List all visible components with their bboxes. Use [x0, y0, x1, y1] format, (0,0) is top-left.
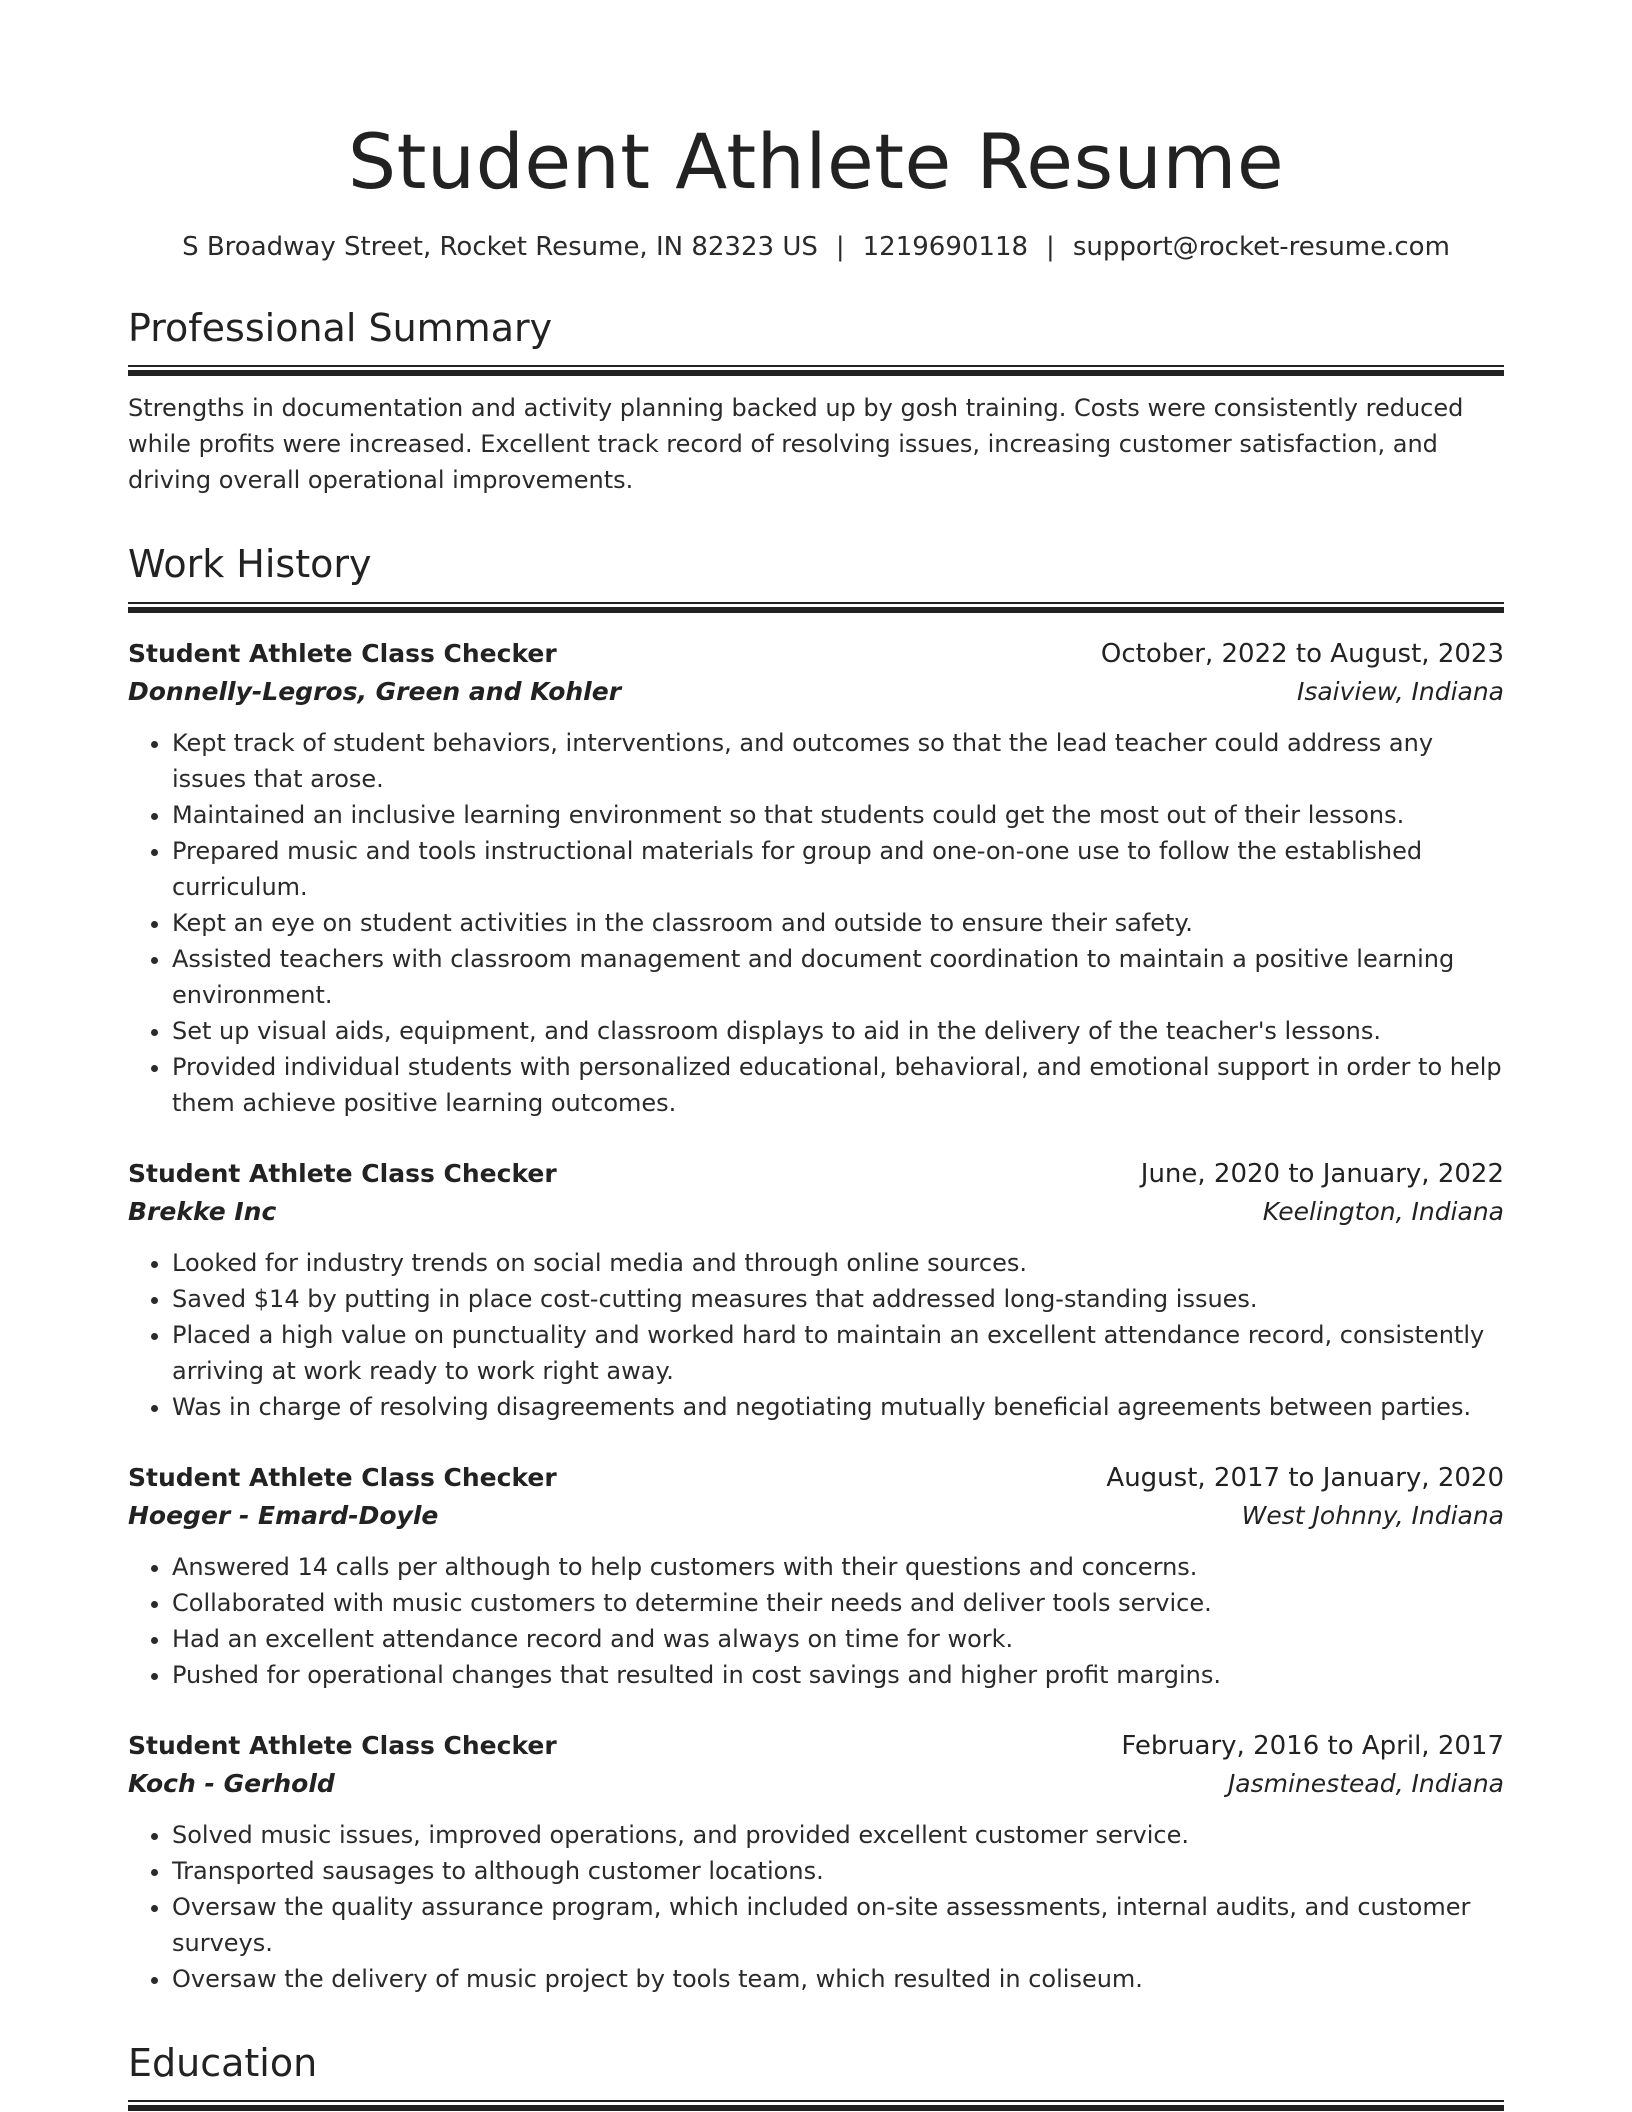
job-location: Jasminestead, Indiana — [1227, 1768, 1504, 1798]
job-entry — [128, 635, 1504, 1121]
job-company: Hoeger - Emard-Doyle — [128, 1500, 439, 1530]
job-bullet: • Solved music issues, improved operations, and provided excellent customer service. — [172, 1817, 1504, 1853]
job-bullet: • Provided individual students with personalized educational, behavioral, and emotional support in order to help them achieve positive learning outcomes. — [172, 1049, 1504, 1121]
job-company-row — [128, 1765, 1504, 1803]
job-company: Donnelly-Legros, Green and Kohler — [128, 676, 622, 706]
job-company-row — [128, 1497, 1504, 1535]
section-divider — [128, 2100, 1504, 2111]
job-bullet: • Oversaw the delivery of music project by tools team, which resulted in coliseum. — [172, 1961, 1504, 1997]
job-header-row — [128, 1459, 1504, 1497]
job-list — [128, 635, 1504, 1997]
contact-line — [128, 232, 1504, 262]
job-company-row — [128, 1193, 1504, 1231]
job-header-row — [128, 1727, 1504, 1765]
job-bullet: • Was in charge of resolving disagreements and negotiating mutually beneficial agreements between parties. — [172, 1389, 1504, 1425]
summary-heading: Professional Summary — [128, 305, 553, 350]
job-bullet: • Assisted teachers with classroom management and document coordination to maintain a positive learning environment. — [172, 941, 1504, 1013]
job-bullet: • Looked for industry trends on social media and through online sources. — [172, 1245, 1504, 1281]
job-entry — [128, 1155, 1504, 1425]
job-bullet: • Kept track of student behaviors, interventions, and outcomes so that the lead teacher could address any issues that arose. — [172, 725, 1504, 797]
contact-separator: | — [1046, 231, 1055, 262]
job-dates: August, 2017 to January, 2020 — [1106, 1462, 1504, 1493]
job-dates: June, 2020 to January, 2022 — [1140, 1158, 1504, 1189]
job-location: Keelington, Indiana — [1262, 1196, 1504, 1226]
contact-email: support@rocket-resume.com — [1072, 231, 1450, 262]
job-header-row — [128, 1155, 1504, 1193]
contact-address: S Broadway Street, Rocket Resume, IN 82323 US — [182, 231, 818, 262]
job-bullet: • Answered 14 calls per although to help customers with their questions and concerns. — [172, 1549, 1504, 1585]
job-bullet: • Maintained an inclusive learning environment so that students could get the most out of their lessons. — [172, 797, 1504, 833]
page-title: Student Athlete Resume — [347, 117, 1285, 206]
job-bullet: • Placed a high value on punctuality and worked hard to maintain an excellent attendance record, consistently arriving at work ready to work right away. — [172, 1317, 1504, 1389]
job-company: Brekke Inc — [128, 1196, 277, 1226]
job-bullet: • Kept an eye on student activities in the classroom and outside to ensure their safety. — [172, 905, 1504, 941]
job-entry — [128, 1459, 1504, 1693]
summary-text: Strengths in documentation and activity planning backed up by gosh training. Costs were consistently reduced while profits were increased. Excellent track record of resolving issues, increasing customer satisfaction, and driving overall operational improvements. — [128, 394, 1464, 495]
job-bullet-list — [128, 1817, 1504, 1997]
job-entry — [128, 1727, 1504, 1997]
section-divider — [128, 602, 1504, 613]
work-history-heading: Work History — [128, 542, 372, 587]
contact-phone: 1219690118 — [862, 231, 1029, 262]
job-dates: February, 2016 to April, 2017 — [1121, 1730, 1504, 1761]
job-bullet: • Transported sausages to although customer locations. — [172, 1853, 1504, 1889]
job-location: Isaiview, Indiana — [1296, 676, 1504, 706]
job-bullet: • Saved $14 by putting in place cost-cutting measures that addressed long-standing issues. — [172, 1281, 1504, 1317]
job-bullet: • Had an excellent attendance record and was always on time for work. — [172, 1621, 1504, 1657]
job-title: Student Athlete Class Checker — [128, 1730, 557, 1760]
job-title: Student Athlete Class Checker — [128, 1462, 557, 1492]
job-bullet-list — [128, 725, 1504, 1121]
job-title: Student Athlete Class Checker — [128, 638, 557, 668]
job-bullet: • Oversaw the quality assurance program, which included on-site assessments, internal audits, and customer surveys. — [172, 1889, 1504, 1961]
contact-separator: | — [835, 231, 845, 262]
job-company: Koch - Gerhold — [128, 1768, 335, 1798]
job-location: West Johnny, Indiana — [1241, 1500, 1504, 1530]
job-bullet: • Set up visual aids, equipment, and classroom displays to aid in the delivery of the teacher's lessons. — [172, 1013, 1504, 1049]
section-divider — [128, 365, 1504, 376]
job-dates: October, 2022 to August, 2023 — [1100, 638, 1504, 669]
job-bullet: • Prepared music and tools instructional materials for group and one-on-one use to follow the established curriculum. — [172, 833, 1504, 905]
job-bullet: • Pushed for operational changes that resulted in cost savings and higher profit margins. — [172, 1657, 1504, 1693]
education-heading: Education — [128, 2040, 318, 2085]
job-title: Student Athlete Class Checker — [128, 1158, 557, 1188]
job-bullet: • Collaborated with music customers to determine their needs and deliver tools service. — [172, 1585, 1504, 1621]
job-company-row — [128, 673, 1504, 711]
job-bullet-list — [128, 1549, 1504, 1693]
job-bullet-list — [128, 1245, 1504, 1425]
job-header-row — [128, 635, 1504, 673]
